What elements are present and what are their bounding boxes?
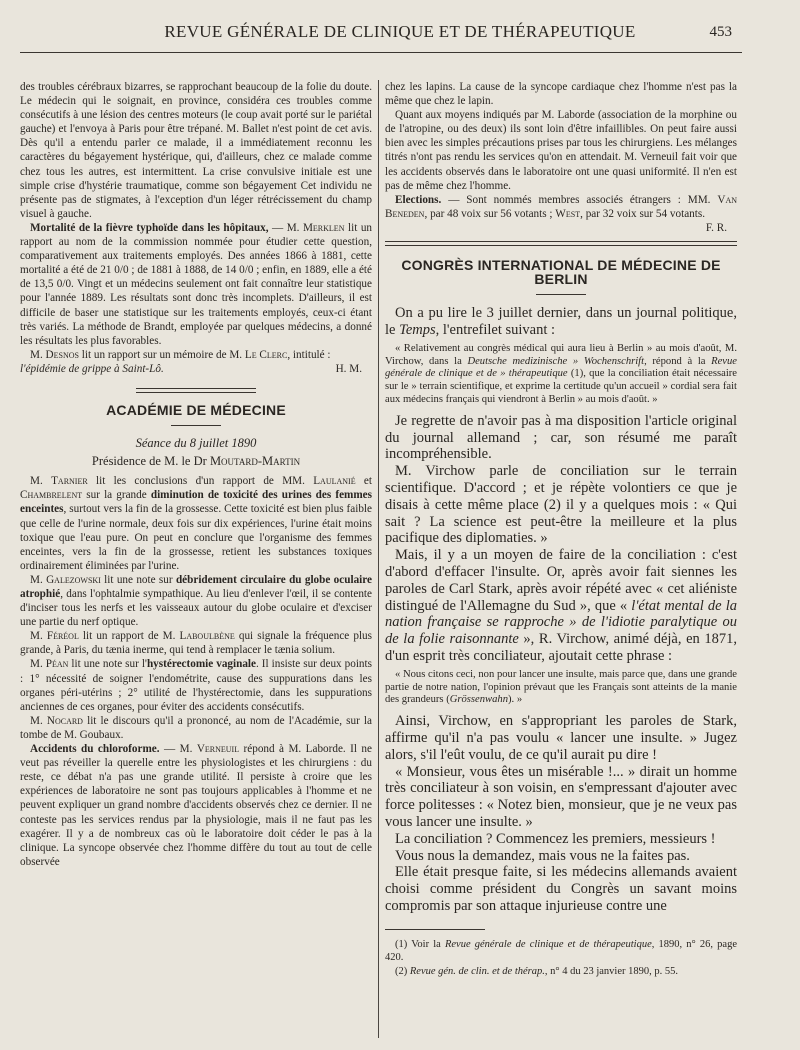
left-column	[20, 80, 372, 1040]
paragraph-urine-toxicity: M. Tarnier lit les conclusions d'un rapport de MM. Laulanié et Chambrelent sur la grande diminution de toxicité des urines des femmes enceintes, surtout vers la fin de la grossesse. Cette toxicité est bien plus faible que celle de l'urine normale, deux fois sur dix expériences, l'urine était moins toxique que l'eau pure. On peut en conclure que l'organisme des femmes enceintes, vers la fin de la grossesse, retient les substances toxiques ordinairement éliminées par l'urine.	[20, 475, 372, 572]
paragraph-regret: Je regrette de n'avoir pas à ma disposition l'article original du journal allemand ; car, son résumé me paraît incompréhensible.	[385, 412, 737, 463]
paragraph-stark: Mais, il y a un moyen de faire de la conciliation : c'est d'abord d'effacer l'insulte. Or, après avoir fait siennes les paroles de Carl Stark, après avoir répété avec « cet aliéniste distingué de l'Allemagne du Sud », que « l'état mental de la nation française se rapproche » de l'idiotie paralytique ou de la folie raisonnante », R. Virchow, animé déjà, en 1871, d'un esprit très conciliateur, ajoutait cette phrase :	[385, 547, 737, 664]
paragraph-virchow-conciliation: M. Virchow parle de conciliation sur le terrain scientifique. D'accord ; et je répète volontiers ce que je disais à cette même place (2) il y a quelques mois : « Qui sait ? La science est peut-être la meilleure et la plus pacifique des diplomaties. »	[385, 463, 737, 547]
seance-date: Séance du 8 juillet 1890	[135, 436, 257, 451]
running-title: REVUE GÉNÉRALE DE CLINIQUE ET DE THÉRAPEUTIQUE	[164, 22, 636, 41]
section-divider	[136, 388, 256, 393]
paragraph-demandez: Vous nous la demandez, mais vous ne la faites pas.	[395, 847, 690, 864]
paragraph-grippe-report: M. Desnos lit un rapport sur un mémoire de M. Le Clerc, intitulé :	[30, 348, 331, 361]
grippe-signature-row	[20, 362, 372, 376]
paragraph-laborde-means: Quant aux moyens indiqués par M. Laborde (association de la morphine ou de l'atropine, ou des deux) ils sont loin d'être infaillibles. On peut faire aussi bien avec les simples précautions prises par tous les chirurgiens. Les mélanges titrés n'ont pas rendu les services qu'on en attendait. M. Verneuil fait voir que les accidents observés dans le laboratoire ont une quasi uniformité. Il n'en est pas de même chez l'homme.	[385, 109, 737, 192]
running-header	[0, 22, 800, 52]
quote-virchow: « Nous citons ceci, non pour lancer une insulte, mais parce que, dans une grande partie de notre nation, l'opinion prévaut que les Français sont atteints de la manie des grandeurs (Grössenwahn). »	[385, 668, 737, 706]
paragraph-chloroform: Accidents du chloroforme. — M. Verneuil répond à M. Laborde. Il ne veut pas réveiller la querelle entre les physiologistes et les chirurgiens : du reste, ce débat n'a pas une grande utilité. Il persiste à croire que les expériences de laboratoire ne sont pas toujours applicables à l'homme et ne peuvent expliquer un grand nombre d'accidents observés chez ce dernier. Il ne conteste pas les services rendus par la physiologie, mais il ne faut pas les exagérer. Il y a de nombreux cas où le laboratoire doit céder le pas à la clinique. La syncope observée chez l'homme diffère du tout au tout de celle observée	[20, 743, 372, 868]
paragraph-taenia: M. Féréol lit un rapport de M. Laboulbène qui signale la fréquence plus grande, à Paris, du tænia inerme, qui tend à remplacer le tænia solium.	[20, 630, 372, 657]
name-moutard-martin: Moutard-Martin	[209, 454, 301, 469]
signature-hm: H. M.	[335, 362, 362, 375]
header-rule	[20, 52, 742, 53]
footnote-1: (1) Voir la Revue générale de clinique et de thérapeutique, 1890, n° 26, page 420.	[385, 938, 737, 964]
footnotes	[385, 938, 737, 979]
footnote-rule	[385, 929, 485, 930]
right-column	[385, 80, 737, 1040]
paragraph-temps-notice: On a pu lire le 3 juillet dernier, dans un journal politique, le Temps, l'entrefilet suivant :	[385, 305, 737, 339]
title-underline-right	[536, 294, 586, 295]
paragraph-hysterical-stammering: des troubles cérébraux bizarres, se rapprochant beaucoup de la folie du doute. Le médecin qui le soignait, en province, considéra ces troubles comme consécutifs à une lésion des centres moteurs (le coup avait porté sur le pariétal gauche) et l'envoya à Paris pour être trépané. M. Ballet n'est point de cet avis. Dès qu'il a entendu parler ce malade, il a immédiatement reconnu les caractères du bégayement hystérique, qui, d'ailleurs, chez ce malade comme chez tous les autres, est intermittent. La crise convulsive initiale est une simple crise d'hystérie traumatique, comme son bégayement Cet individu ne présente pas de stigmates, à l'exception d'un léger rétrécissement du champ visuel à gauche.	[20, 81, 372, 220]
presidence-line: Présidence de M. le Dr Moutard-Martin	[91, 454, 301, 469]
heading-typhoid-mortality: Mortalité de la fièvre typhoïde dans les hôpitaux,	[30, 221, 269, 234]
name-le-clerc: Le Clerc	[244, 348, 288, 361]
paragraph-commencez: La conciliation ? Commencez les premiers, messieurs !	[395, 830, 716, 847]
paragraph-elections: Elections. — Sont nommés membres associés étrangers : MM. Van Beneden, par 48 voix sur 56 votants ; West, par 32 voix sur 54 votants.	[385, 193, 737, 220]
paragraph-ocular-debridement: M. Galezowski lit une note sur débridement circulaire du globe oculaire atrophié, dans l'ophtalmie sympathique. Au lieu d'enlever l'œil, il se contente d'inciser tous les nerfs et les vaisseaux autour du globe oculaire et d'exciser une partie du nerf optique.	[20, 573, 372, 629]
paragraph-hysterectomy: M. Péan lit une note sur l'hystérectomie vaginale. Il insiste sur deux points : 1° nécessité de soigner l'endométrite, cause des suppurations dans les organes péri-utérins ; 2° utilité de l'hystérectomie, dans les suppurations anciennes de ces organes, pour éviter des accidents consécutifs.	[20, 658, 372, 713]
title-underline	[171, 425, 221, 426]
paragraph-typhoid-mortality: Mortalité de la fièvre typhoïde dans les hôpitaux, — M. Merklen lit un rapport au nom de la commission nommée pour étudier cette question, comparativement aux traitements employés. Des années 1866 à 1881, cette mortalité a été de 21 0/0 ; de 1881 à 1888, de 14 0/0 ; enfin, en 1889, elle a été de 13,5 0/0. Vingt et un médecins seulement ont fait connaître leur statistique pour l'année 1889. Les résultats sont donc très incomplets. D'ailleurs, il est difficile de baser une statistique sur les traitements employés, ceux-ci étant très variés. La méthode de Brandt, employée par quelques médecins, a donné les résultats les plus favorables.	[20, 221, 372, 347]
section-title-academie: ACADÉMIE DE MÉDECINE	[106, 401, 286, 418]
footnote-2: (2) Revue gén. de clin. et de thérap., n° 4 du 23 janvier 1890, p. 55.	[395, 965, 678, 977]
column-rule	[378, 80, 379, 1038]
name-merklen: Merklen	[302, 221, 345, 234]
section-divider-right	[385, 241, 737, 246]
paragraph-goubaux: M. Nocard lit le discours qu'il a prononcé, au nom de l'Académie, sur la tombe de M. Goubaux.	[20, 714, 372, 741]
title-grippe-memoir: l'épidémie de grippe à Saint-Lô.	[20, 362, 164, 375]
paragraph-president: Elle était presque faite, si les médecins allemands avaient choisi comme président du Congrès un savant moins compromis par son attaque injurieuse contre une	[385, 864, 737, 914]
paragraph-miserable: « Monsieur, vous êtes un misérable !... » dirait un homme très conciliateur à son voisin, en s'empressant d'ajouter avec force politesses : « Notez bien, monsieur, que je ne veux pas vous lancer une insulte. »	[385, 763, 737, 830]
section-title-congres: CONGRÈS INTERNATIONAL DE MÉDECINE DE BERLIN	[401, 257, 721, 288]
quote-temps: « Relativement au congrès médical qui aura lieu à Berlin » au mois d'août, M. Virchow, dans la Deutsche medizinische » Wochenschrift, répond à la Revue générale de clinique et de » thérapeutique (1), que la conciliation était nécessaire sur le » terrain scientifique, et exprime la certitude qu'un accueil » cordial sera fait aux médecins français qui viendront à Berlin » au mois d'août. »	[385, 342, 737, 405]
name-desnos: Desnos	[45, 348, 79, 361]
paragraph-ainsi: Ainsi, Virchow, en s'appropriant les paroles de Stark, affirme qu'il n'a pas voulu « lancer une insulte. » Jugez alors, s'il l'eût voulu, de ce qu'il aurait pu dire !	[385, 713, 737, 763]
paragraph-syncope: chez les lapins. La cause de la syncope cardiaque chez l'homme n'est pas la même que chez le lapin.	[385, 81, 737, 108]
signature-fr: F. R.	[705, 221, 727, 234]
page-number: 453	[709, 24, 732, 40]
elections-signature-row	[385, 221, 737, 235]
